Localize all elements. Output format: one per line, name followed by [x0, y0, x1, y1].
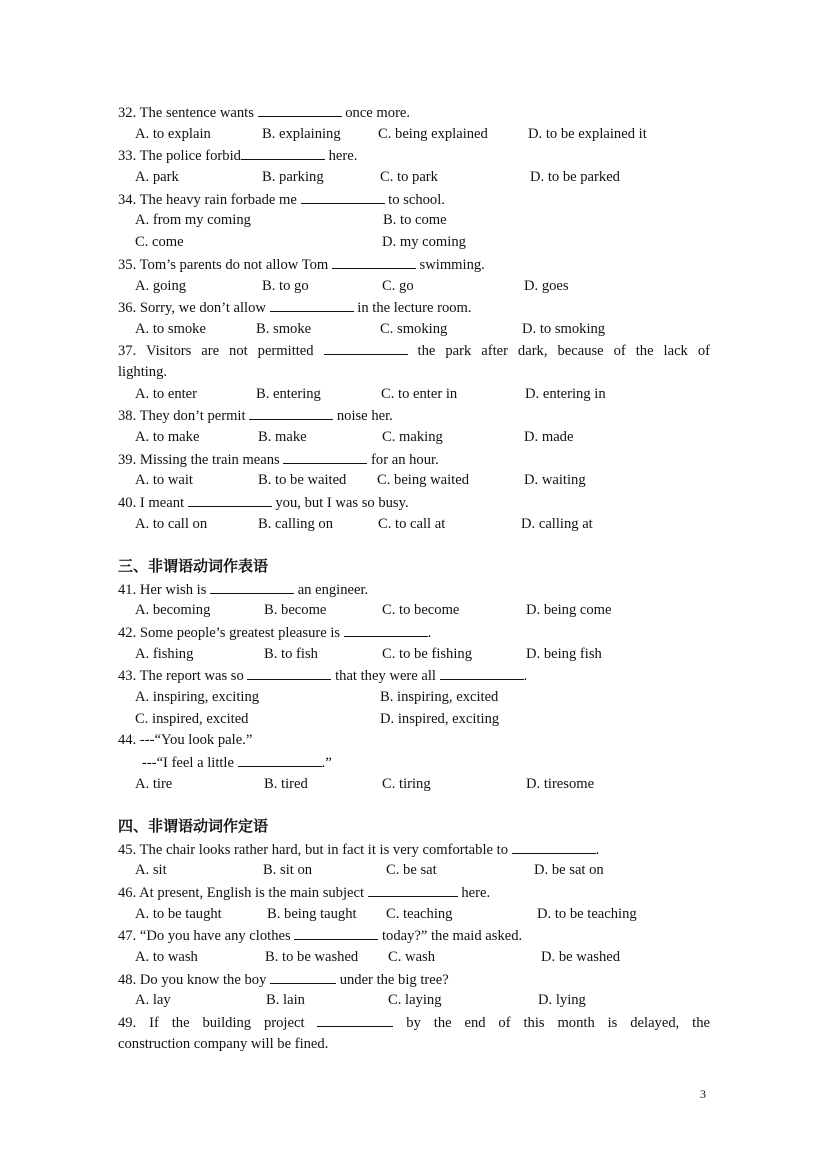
- question-33: 33. The police forbid here.: [118, 148, 358, 164]
- option-b: B. inspiring, excited: [380, 689, 499, 705]
- option-c: C. being waited: [377, 472, 470, 488]
- answer-blank: [440, 666, 524, 680]
- option-d: D. entering in: [525, 386, 606, 402]
- option-b: B. smoke: [256, 321, 312, 337]
- option-c: C. being explained: [378, 126, 488, 142]
- option-c: C. to park: [380, 169, 438, 185]
- option-c: C. making: [382, 429, 443, 445]
- option-c: C. to enter in: [381, 386, 458, 402]
- question-49-continued: construction company will be fined.: [118, 1036, 329, 1052]
- option-c: C. tiring: [382, 776, 431, 792]
- answer-blank: [368, 883, 458, 897]
- answer-blank: [270, 298, 354, 312]
- option-d: D. made: [524, 429, 574, 445]
- answer-blank: [301, 190, 385, 204]
- question-41: 41. Her wish is an engineer.: [118, 582, 369, 598]
- option-b: B. entering: [256, 386, 321, 402]
- question-37: 37. Visitors are not permitted the park after dark, because of the lack of: [118, 343, 710, 359]
- option-b: B. become: [264, 602, 327, 618]
- option-c: C. be sat: [386, 862, 437, 878]
- option-c: C. inspired, excited: [135, 711, 249, 727]
- option-b: B. calling on: [258, 516, 333, 532]
- answer-blank: [512, 840, 596, 854]
- option-c: C. laying: [388, 992, 442, 1008]
- answer-blank: [324, 341, 408, 355]
- answer-blank: [188, 493, 272, 507]
- option-c: C. to become: [382, 602, 460, 618]
- question-46: 46. At present, English is the main subject here.: [118, 885, 491, 901]
- question-39: 39. Missing the train means for an hour.: [118, 452, 439, 468]
- question-34: 34. The heavy rain forbade me to school.: [118, 192, 445, 208]
- question-47: 47. “Do you have any clothes today?” the maid asked.: [118, 928, 523, 944]
- option-a: A. to explain: [135, 126, 211, 142]
- option-a: A. going: [135, 278, 187, 294]
- page-number: 3: [700, 1087, 706, 1101]
- answer-blank: [249, 406, 333, 420]
- option-d: D. to be teaching: [537, 906, 637, 922]
- option-d: D. being come: [526, 602, 612, 618]
- option-b: B. parking: [262, 169, 324, 185]
- question-42: 42. Some people’s greatest pleasure is .: [118, 625, 432, 641]
- question-37-continued: lighting.: [118, 364, 168, 380]
- question-48: 48. Do you know the boy under the big tree?: [118, 972, 449, 988]
- option-a: A. to call on: [135, 516, 208, 532]
- option-d: D. my coming: [382, 234, 466, 250]
- option-d: D. goes: [524, 278, 569, 294]
- option-b: B. to be washed: [265, 949, 359, 965]
- question-35: 35. Tom’s parents do not allow Tom swimming.: [118, 257, 485, 273]
- option-b: B. make: [258, 429, 307, 445]
- option-d: D. calling at: [521, 516, 593, 532]
- option-a: A. to smoke: [135, 321, 206, 337]
- option-d: D. to be explained it: [528, 126, 647, 142]
- answer-blank: [332, 255, 416, 269]
- section-heading: 三、非谓语动词作表语: [118, 557, 269, 575]
- answer-blank: [258, 103, 342, 117]
- answer-blank: [238, 753, 322, 767]
- option-b: B. to fish: [264, 646, 318, 662]
- option-d: D. being fish: [526, 646, 602, 662]
- question-44: 44. ---“You look pale.”: [118, 732, 253, 748]
- option-a: A. sit: [135, 862, 167, 878]
- question-36: 36. Sorry, we don’t allow in the lecture room.: [118, 300, 472, 316]
- option-c: C. to call at: [378, 516, 446, 532]
- answer-blank: [241, 146, 325, 160]
- option-d: D. waiting: [524, 472, 586, 488]
- option-b: B. sit on: [263, 862, 313, 878]
- option-c: C. come: [135, 234, 184, 250]
- answer-blank: [317, 1013, 393, 1027]
- question-44-reply: ---“I feel a little .”: [142, 755, 332, 771]
- option-d: D. tiresome: [526, 776, 595, 792]
- question-45: 45. The chair looks rather hard, but in fact it is very comfortable to .: [118, 842, 600, 858]
- option-d: D. be sat on: [534, 862, 604, 878]
- option-a: A. from my coming: [135, 212, 251, 228]
- question-32: 32. The sentence wants once more.: [118, 105, 411, 121]
- option-b: B. explaining: [262, 126, 341, 142]
- answer-blank: [283, 450, 367, 464]
- question-38: 38. They don’t permit noise her.: [118, 408, 393, 424]
- section-heading: 四、非谓语动词作定语: [118, 817, 269, 835]
- option-a: A. inspiring, exciting: [135, 689, 260, 705]
- option-d: D. to smoking: [522, 321, 606, 337]
- option-a: A. to make: [135, 429, 200, 445]
- option-c: C. teaching: [386, 906, 453, 922]
- option-c: C. wash: [388, 949, 436, 965]
- answer-blank: [294, 926, 378, 940]
- option-a: A. becoming: [135, 602, 211, 618]
- option-c: C. to be fishing: [382, 646, 472, 662]
- option-a: A. tire: [135, 776, 173, 792]
- option-a: A. lay: [135, 992, 171, 1008]
- option-a: A. to be taught: [135, 906, 222, 922]
- option-a: A. park: [135, 169, 179, 185]
- question-49: 49. If the building project by the end of this month is delayed, the: [118, 1015, 710, 1031]
- option-b: B. to come: [383, 212, 447, 228]
- option-b: B. tired: [264, 776, 308, 792]
- answer-blank: [247, 666, 331, 680]
- option-b: B. to be waited: [258, 472, 347, 488]
- option-c: C. smoking: [380, 321, 448, 337]
- option-a: A. to enter: [135, 386, 198, 402]
- option-b: B. lain: [266, 992, 305, 1008]
- option-d: D. inspired, exciting: [380, 711, 500, 727]
- option-a: A. fishing: [135, 646, 194, 662]
- option-d: D. to be parked: [530, 169, 620, 185]
- option-d: D. lying: [538, 992, 586, 1008]
- answer-blank: [270, 970, 336, 984]
- option-c: C. go: [382, 278, 414, 294]
- question-43: 43. The report was so that they were all .: [118, 668, 528, 684]
- question-40: 40. I meant you, but I was so busy.: [118, 495, 409, 511]
- answer-blank: [210, 580, 294, 594]
- option-b: B. being taught: [267, 906, 357, 922]
- option-a: A. to wait: [135, 472, 193, 488]
- option-b: B. to go: [262, 278, 309, 294]
- option-d: D. be washed: [541, 949, 621, 965]
- answer-blank: [344, 623, 428, 637]
- option-a: A. to wash: [135, 949, 198, 965]
